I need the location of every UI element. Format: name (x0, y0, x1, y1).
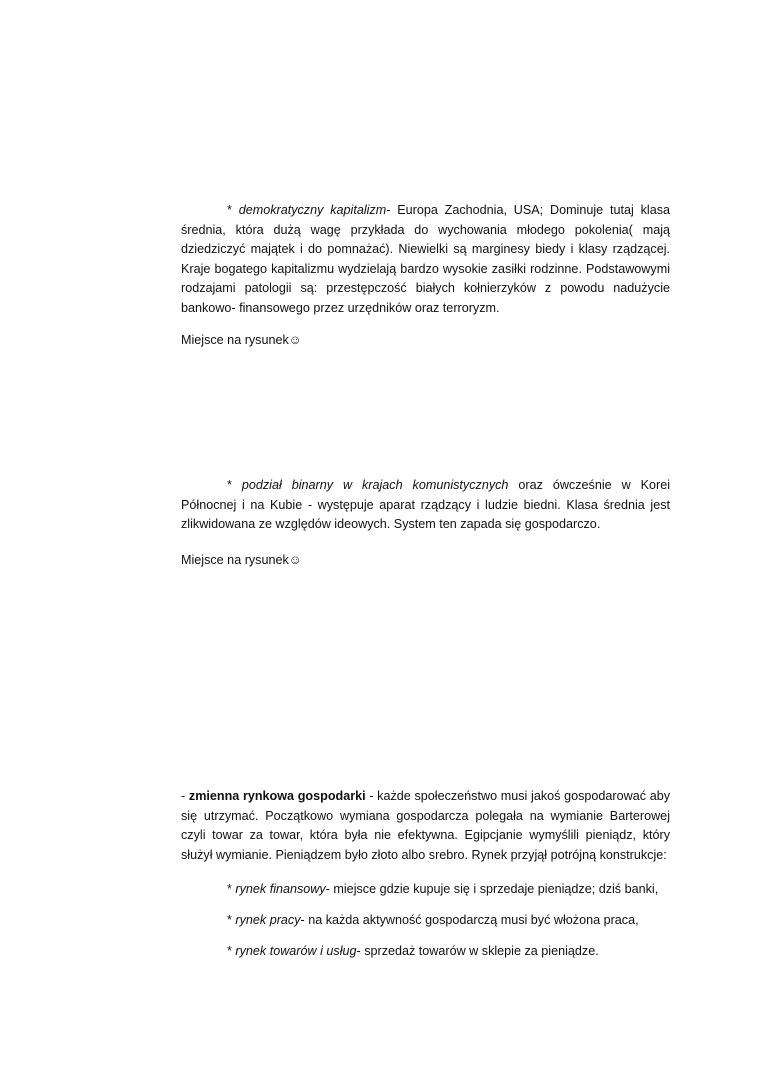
paragraph-market-economy (181, 787, 670, 865)
paragraph-capitalism (181, 201, 670, 318)
list-item-text: - miejsce gdzie kupuje się i sprzedaje pieniądze; dziś banki, (325, 882, 659, 896)
term-market-variable: zmienna rynkowa gospodarki (188, 789, 366, 803)
bullet: * (227, 944, 236, 958)
term-financial-market: rynek finansowy (235, 882, 326, 896)
drawing-placeholder-note: Miejsce na rysunek☺ (181, 553, 302, 567)
drawing-placeholder-note: Miejsce na rysunek☺ (181, 333, 302, 347)
list-item-text: - na każda aktywność gospodarczą musi być włożona praca, (300, 913, 639, 927)
bullet: * (227, 203, 239, 217)
list-item-financial-market (227, 880, 658, 900)
term-binary-division: podział binarny w krajach komunistycznych (241, 478, 509, 492)
dash-prefix: - (181, 789, 189, 803)
term-goods-services-market: rynek towarów i usług (235, 944, 357, 958)
bullet: * (227, 478, 242, 492)
paragraph-binary-division (181, 476, 670, 535)
paragraph-body: oraz ówcześnie w Korei Północnej i na Kubie - występuje aparat rządzący i ludzie biedni. Klasa średnia jest zlikwidowana ze względów ideowych. System ten zapada się gospodarczo. (181, 478, 671, 531)
list-item-goods-services-market (227, 942, 599, 962)
paragraph-body: - Europa Zachodnia, USA; Dominuje tutaj klasa średnia, która dużą wagę przykłada do wychowania młodego pokolenia( mają dziedziczyć majątek i do pomnażać). Niewielki są marginesy biedy i klasy rządzącej. Kraje bogatego kapitalizmu wydzielają bardzo wysokie zasiłki rodzinne. Podstawowymi rodzajami patologii są: przestępczość białych kołnierzyków z powodu nadużycie bankowo- finansowego przez urzędników oraz terroryzm. (181, 203, 670, 315)
bullet: * (227, 913, 236, 927)
term-democratic-capitalism: demokratyczny kapitalizm (238, 203, 387, 217)
paragraph-body: - każde społeczeństwo musi jakoś gospodarować aby się utrzymać. Początkowo wymiana gospodarcza polegała na wymianie Barterowej czyli towar za towar, która była nie efektywna. Egipcjanie wymyślili pieniądz, który służył wymianie. Pieniądzem było złoto albo srebro. Rynek przyjął potrójną konstrukcje: (181, 789, 671, 862)
list-item-labor-market (227, 911, 639, 931)
list-item-text: - sprzedaż towarów w sklepie za pieniądze. (356, 944, 599, 958)
term-labor-market: rynek pracy (235, 913, 301, 927)
bullet: * (227, 882, 236, 896)
